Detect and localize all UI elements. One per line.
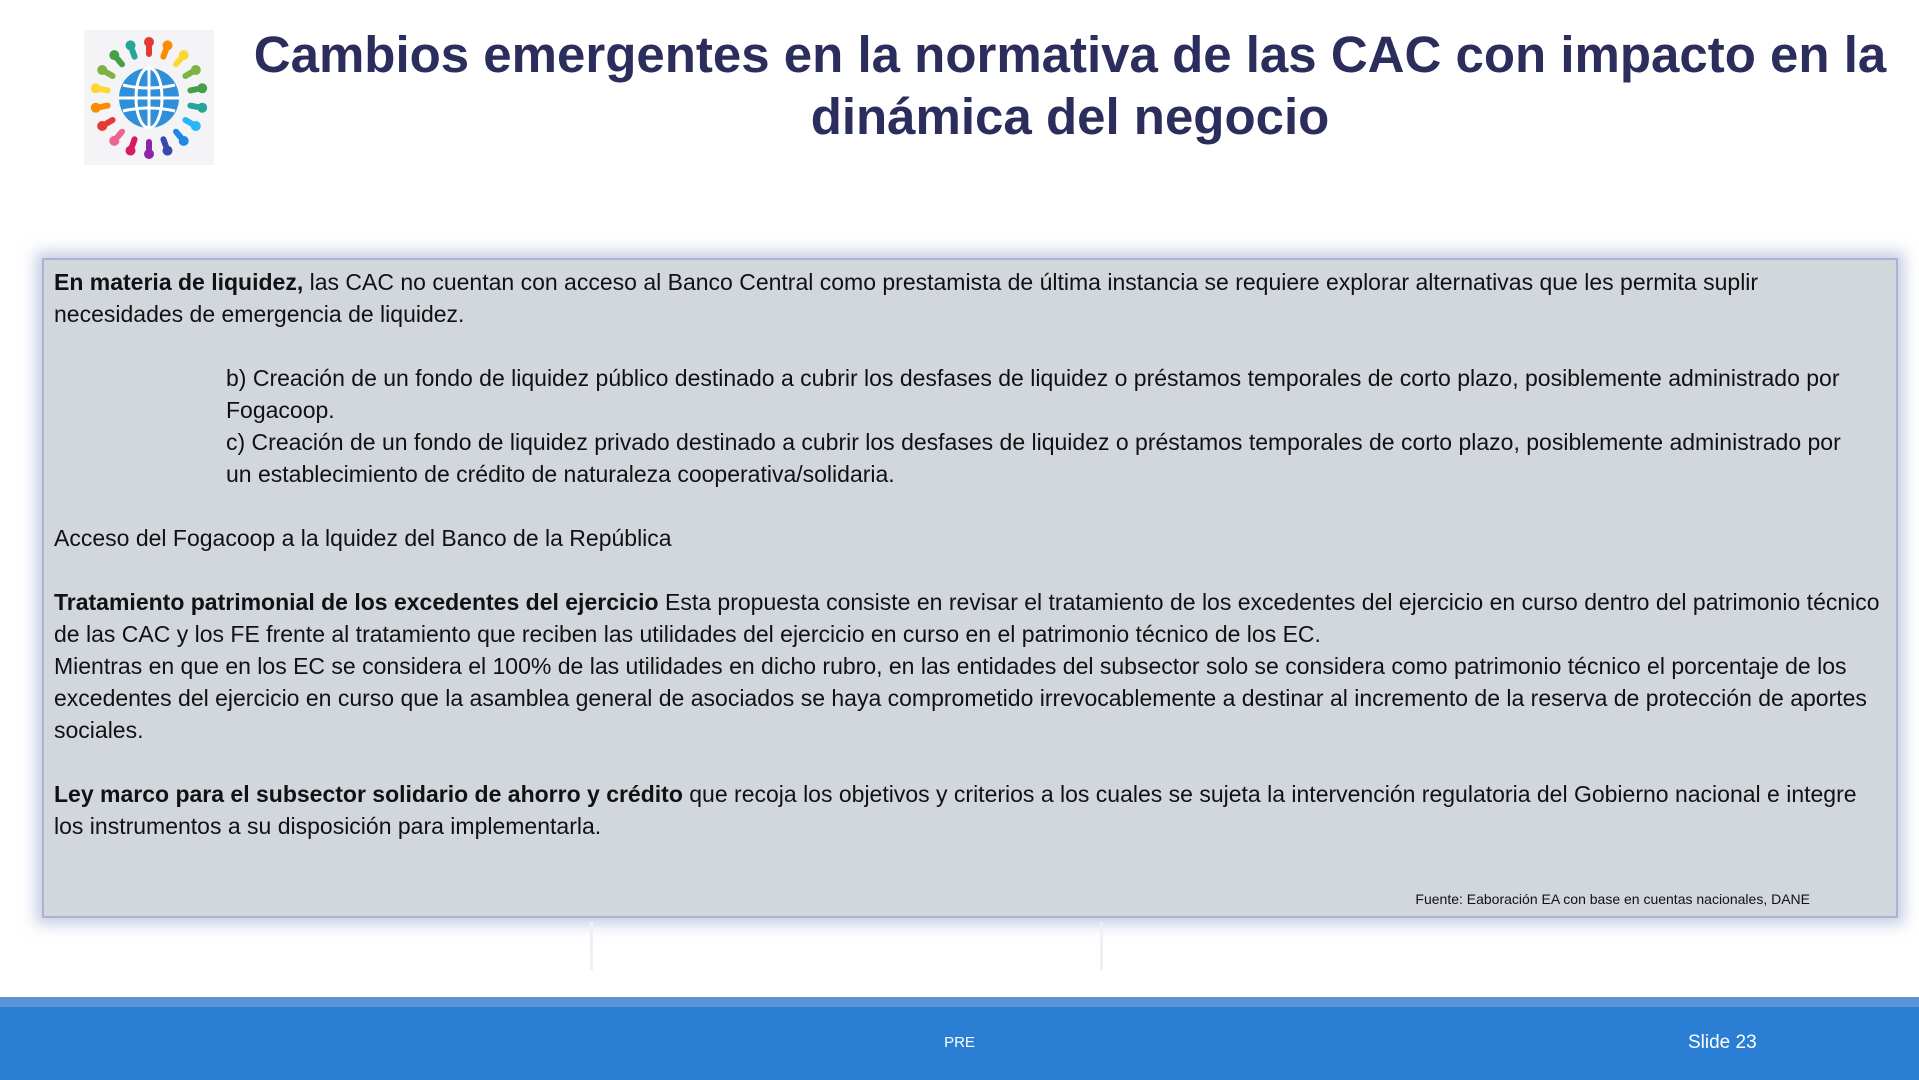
divider [590, 922, 593, 970]
content-box [42, 258, 1898, 918]
paragraph-tratamiento-heading: Tratamiento patrimonial de los excedentes del ejercicio [54, 589, 659, 615]
list-item-b: b) Creación de un fondo de liquidez público destinado a cubrir los desfases de liquidez o préstamos temporales de corto plazo, posiblemente administrado por Fogacoop. [226, 365, 1840, 423]
footer-strip [0, 997, 1919, 1007]
slide-number: Slide 23 [1688, 1032, 1757, 1053]
footer-label: PRE [944, 1034, 975, 1051]
paragraph-ley-marco [54, 778, 1886, 842]
paragraph-tratamiento [54, 586, 1886, 650]
footer [0, 1007, 1919, 1080]
paragraph-ley-marco-heading: Ley marco para el subsector solidario de ahorro y crédito [54, 781, 683, 807]
list-item-c: c) Creación de un fondo de liquidez privado destinado a cubrir los desfases de liquidez o préstamos temporales de corto plazo, posiblemente administrado por un establecimiento de crédito de naturaleza cooperativa/solidaria. [226, 429, 1841, 487]
source-note: Fuente: Eaboración EA con base en cuentas nacionales, DANE [1415, 891, 1810, 907]
paragraph-liquidez-heading: En materia de liquidez, [54, 269, 304, 295]
paragraph-ley-marco-text: que recoja los objetivos y criterios a los cuales se sujeta la intervención regulatoria del Gobierno nacional e integre los instrumentos a su disposición para implementarla. [54, 781, 1857, 839]
paragraph-tratamiento-text: Esta propuesta consiste en revisar el tratamiento de los excedentes del ejercicio en curso dentro del patrimonio técnico de las CAC y los FE frente al tratamiento que reciben las utilidades del ejercicio en curso en el patrimonio técnico de los EC. [54, 589, 1880, 647]
globe-people-circle-icon [86, 33, 212, 163]
paragraph-fogacoop: Acceso del Fogacoop a la lquidez del Banco de la República [54, 525, 672, 551]
page-title: Cambios emergentes en la normativa de las CAC con impacto en la dinámica del negocio [253, 26, 1887, 145]
logo [84, 30, 214, 165]
paragraph-liquidez [54, 266, 1886, 330]
paragraph-mientras: Mientras en que en los EC se considera el 100% de las utilidades en dicho rubro, en las entidades del subsector solo se considera como patrimonio técnico el porcentaje de los excedentes del ejercicio en curso que la asamblea general de asociados se haya comprometido irrevocablemente a destinar al incremento de la reserva de protección de aportes sociales. [54, 653, 1867, 743]
paragraph-liquidez-text: las CAC no cuentan con acceso al Banco Central como prestamista de última instancia se requiere explorar alternativas que les permita suplir necesidades de emergencia de liquidez. [54, 269, 1759, 327]
divider [1100, 922, 1103, 970]
